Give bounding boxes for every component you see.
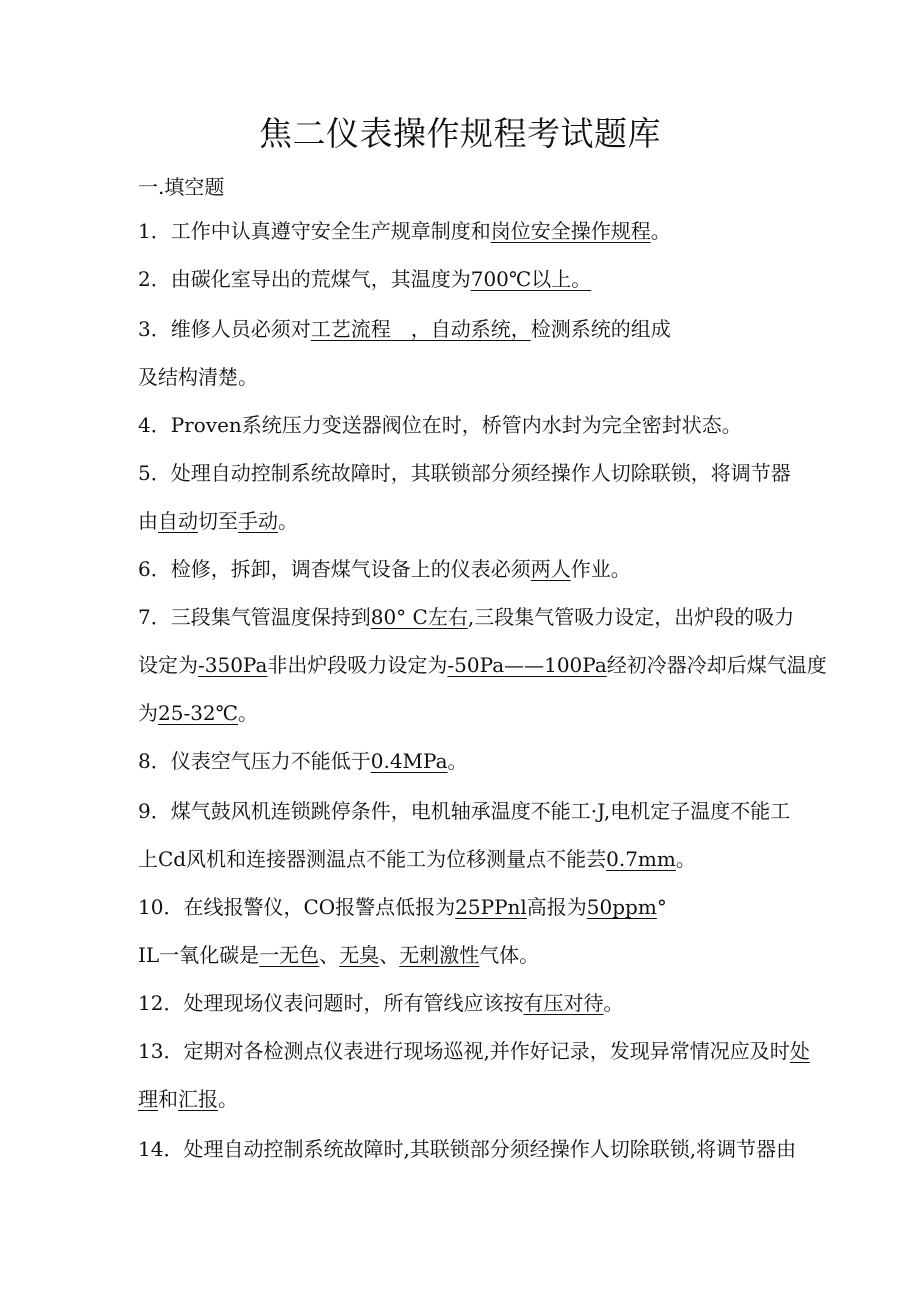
question-5: 5．处理自动控制系统故障时，其联锁部分须经操作人切除联锁，将调节器 (138, 461, 791, 485)
q5-text-3: 切至 (198, 509, 238, 533)
q12-answer: 有压对待 (523, 991, 604, 1015)
question-7 (138, 602, 794, 632)
q6-answer: 两人 (530, 557, 571, 581)
q11-answer-1: 一无色 (259, 943, 320, 967)
q7-text: 7．三段集气管温度保持到 (138, 605, 371, 629)
question-13-continued (138, 1084, 238, 1114)
q7-answer-2: -350Pa (198, 653, 268, 677)
q10-end: ° (656, 895, 667, 919)
question-14: 14．处理自动控制系统故障时,其联锁部分须经操作人切除联锁,将调节器由 (138, 1137, 797, 1161)
q12-text: 12．处理现场仪表问题时，所有管线应该按 (138, 991, 524, 1015)
question-1 (138, 216, 671, 246)
q5-answer-2: 手动 (238, 509, 278, 533)
q7-answer-1: 80° C左右 (370, 605, 468, 629)
q1-text: 1．工作中认真遵守安全生产规章制度和 (138, 219, 491, 243)
q7-answer-4: 25-32℃ (158, 701, 239, 725)
question-5-continued (138, 506, 298, 536)
q6-end: 作业。 (570, 557, 631, 581)
question-12 (138, 988, 623, 1018)
q10-answer-2: 50ppm (586, 895, 657, 919)
q9-answer: 0.7mm (606, 847, 676, 871)
q11-sep-2: 、 (379, 943, 400, 967)
question-9-continued (138, 844, 696, 874)
q7-text-3: 设定为 (138, 653, 198, 677)
q13-answer-1b: 理 (138, 1087, 158, 1111)
section-heading: 一.填空题 (138, 175, 225, 199)
q10-answer-1: 25PPnl (455, 895, 527, 919)
q11-answer-3: 无刺激性 (399, 943, 480, 967)
question-11 (138, 940, 539, 970)
question-7-continued-2 (138, 698, 258, 728)
q9-text-2: 上Cd风机和连接器测温点不能工为位移测量点不能芸 (138, 847, 607, 871)
q8-answer: 0.4MPa (370, 749, 448, 773)
question-3 (138, 314, 671, 344)
q7-answer-3: -50Pa——100Pa (447, 653, 607, 677)
q13-text: 13．定期对各检测点仪表进行现场巡视,并作好记录，发现异常情况应及时 (138, 1039, 790, 1063)
q10-text-2: 高报为 (526, 895, 587, 919)
question-10 (138, 892, 667, 922)
q11-answer-2: 无臭 (339, 943, 380, 967)
q3-answer: 工艺流程 ，自动系统， (310, 317, 531, 341)
q13-answer-2: 汇报 (178, 1087, 218, 1111)
q2-text: 2．由碳化室导出的荒煤气，其温度为 (138, 267, 471, 291)
q6-text: 6．检修，拆卸，调杳煤气设备上的仪表必须 (138, 557, 531, 581)
q1-end: 。 (650, 219, 671, 243)
question-13 (138, 1036, 810, 1066)
q7-text-2: ,三段集气管吸力设定，出炉段的吸力 (467, 605, 795, 629)
question-3-continued: 及结构清楚。 (138, 365, 258, 389)
q5-end: 。 (278, 509, 298, 533)
q11-end: 气体。 (479, 943, 540, 967)
question-4: 4．Proven系统压力变送器阀位在时，桥管内水封为完全密封状态。 (138, 413, 742, 437)
q11-sep-1: 、 (319, 943, 340, 967)
question-2 (138, 264, 591, 294)
q9-end: 。 (675, 847, 696, 871)
q7-end: 。 (238, 701, 259, 725)
q10-text: 10．在线报警仪，CO报警点低报为 (138, 895, 456, 919)
q8-text: 8．仪表空气压力不能低于 (138, 749, 371, 773)
q1-answer: 岗位安全操作规程 (490, 219, 651, 243)
q3-text: 3．维修人员必须对 (138, 317, 311, 341)
question-8 (138, 746, 468, 776)
page-title: 焦二仪表操作规程考试题库 (259, 114, 661, 153)
question-7-continued (138, 650, 827, 680)
q13-text-2: 和 (158, 1087, 178, 1111)
q7-text-4: 非出炉段吸力设定为 (267, 653, 448, 677)
question-9: 9．煤气鼓风机连锁跳停条件，电机轴承温度不能工·J,电机定子温度不能工 (138, 799, 791, 823)
q5-text-2: 由 (138, 509, 158, 533)
q12-end: 。 (603, 991, 624, 1015)
q3-text-2: 检测系统的组成 (530, 317, 671, 341)
q7-text-6: 为 (138, 701, 158, 725)
q11-text: IL一氧化碳是 (138, 943, 260, 967)
q13-end: 。 (218, 1087, 238, 1111)
q13-answer-1a: 处 (789, 1039, 810, 1063)
q8-end: 。 (447, 749, 468, 773)
q7-text-5: 经初冷器冷却后煤气温度 (606, 653, 827, 677)
q5-answer-1: 自动 (158, 509, 198, 533)
q2-answer: 700℃以上。 (470, 267, 592, 291)
question-6 (138, 554, 631, 584)
